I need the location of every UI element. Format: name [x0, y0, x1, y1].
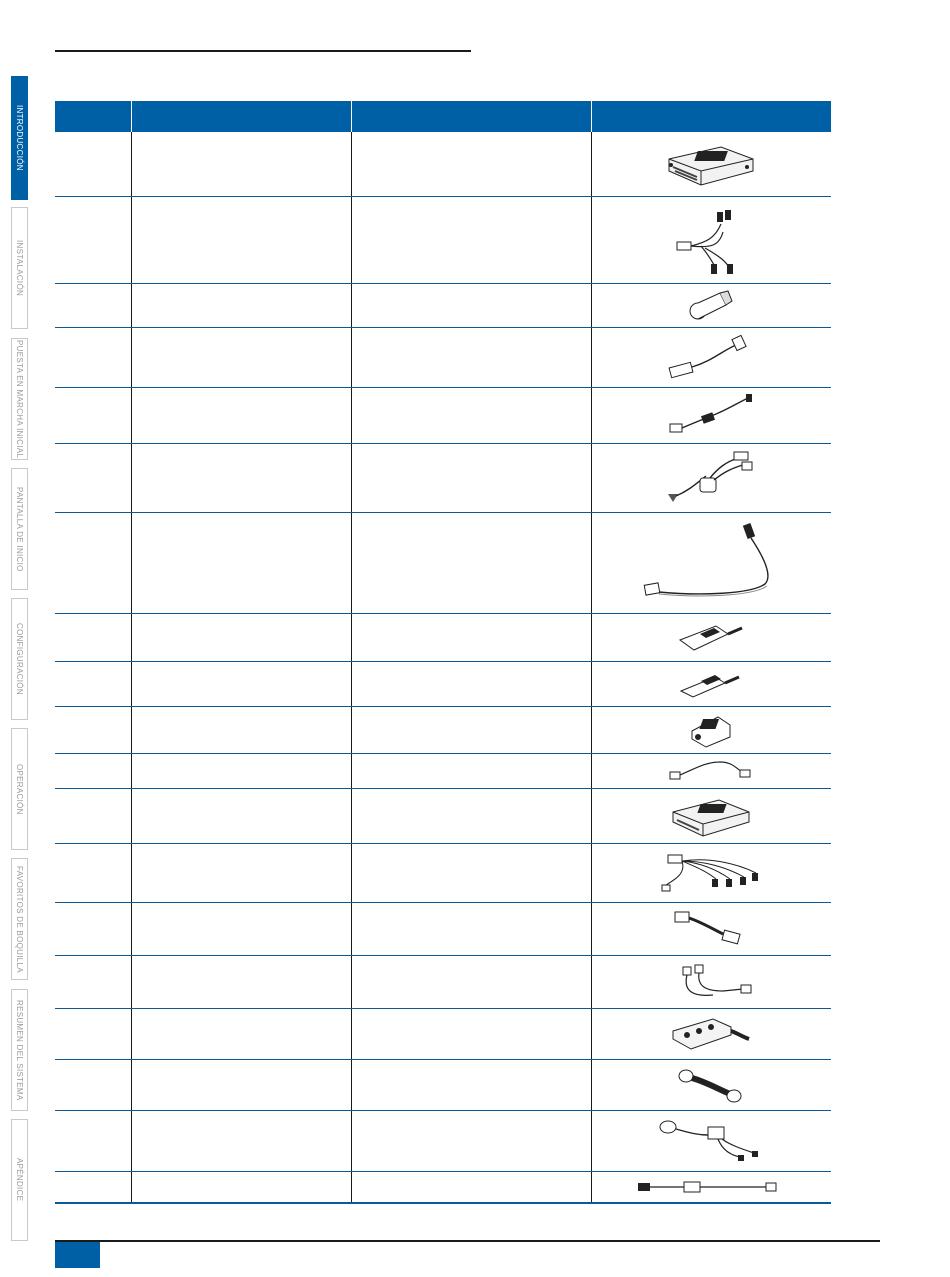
column-header: [55, 101, 131, 132]
sensor-icon: [688, 287, 734, 323]
power-adapter-icon: [656, 1115, 766, 1167]
table-row: [55, 788, 831, 843]
table-cell: [131, 1171, 351, 1203]
table-image-cell: [591, 788, 831, 843]
side-tab-instalacion[interactable]: [11, 207, 28, 329]
page-number-block: [55, 1242, 100, 1268]
table-cell: [55, 613, 131, 661]
table-cell: [131, 327, 351, 387]
table-row: [55, 843, 831, 902]
table-cell: [351, 327, 591, 387]
table-cell: [55, 661, 131, 706]
table-cell: [351, 196, 591, 283]
table-cell: [351, 661, 591, 706]
side-tab-label: OPERACIÓN: [15, 763, 24, 815]
table-cell: [55, 443, 131, 512]
table-image-cell: [591, 283, 831, 327]
table-image-cell: [591, 1171, 831, 1203]
y-cable-icon: [663, 961, 759, 1003]
table-image-cell: [591, 753, 831, 788]
table-cell: [131, 706, 351, 753]
table-cell: [131, 753, 351, 788]
table-image-cell: [591, 512, 831, 613]
column-header: [351, 101, 591, 132]
harness-icon: [671, 202, 751, 278]
table-image-cell: [591, 387, 831, 443]
table-cell: [131, 1110, 351, 1171]
table-cell: [55, 283, 131, 327]
column-header: [591, 101, 831, 132]
table-image-cell: [591, 843, 831, 902]
side-tab-pantalla-de-inicio[interactable]: [11, 468, 28, 590]
side-tab-label: FAVORITOS DE BOQUILLA: [15, 865, 24, 973]
table-cell: [55, 387, 131, 443]
table-cell: [55, 753, 131, 788]
table-row: [55, 1059, 831, 1110]
table-cell: [131, 512, 351, 613]
cable-inline-icon: [666, 392, 756, 438]
table-cell: [55, 196, 131, 283]
multi-harness-icon: [656, 849, 766, 897]
table-cell: [351, 613, 591, 661]
side-tab-label: CONFIGURACIÓN: [15, 623, 24, 695]
table-image-cell: [591, 706, 831, 753]
table-cell: [351, 955, 591, 1008]
table-cell: [55, 955, 131, 1008]
table-cell: [351, 1110, 591, 1171]
table-cell: [131, 843, 351, 902]
table-cell: [351, 788, 591, 843]
table-row: [55, 512, 831, 613]
table-cell: [351, 1059, 591, 1110]
table-cell: [131, 196, 351, 283]
table-row: [55, 706, 831, 753]
table-cell: [131, 613, 351, 661]
connector-plug-icon: [676, 618, 746, 656]
column-header: [131, 101, 351, 132]
power-harness-icon: [666, 448, 756, 508]
table-cell: [351, 512, 591, 613]
table-image-cell: [591, 661, 831, 706]
table-row: [55, 443, 831, 512]
footer-rule: [55, 1240, 880, 1242]
table-cell: [55, 1171, 131, 1203]
cable-icon: [666, 333, 756, 381]
table-image-cell: [591, 955, 831, 1008]
table-cell: [131, 1059, 351, 1110]
side-tab-apendice[interactable]: [11, 1119, 28, 1241]
table-cell: [351, 132, 591, 196]
control-module-icon: [661, 137, 761, 191]
table-image-cell: [591, 132, 831, 196]
table-cell: [351, 843, 591, 902]
side-tab-introduccion[interactable]: [11, 76, 28, 200]
table-cell: [55, 902, 131, 955]
table-row: [55, 196, 831, 283]
table-row: [55, 902, 831, 955]
table-image-cell: [591, 1110, 831, 1171]
table-row: [55, 1110, 831, 1171]
table-cell: [55, 843, 131, 902]
table-row: [55, 327, 831, 387]
table-cell: [351, 387, 591, 443]
side-tab-operacion[interactable]: [11, 728, 28, 850]
table-image-cell: [591, 196, 831, 283]
table-row: [55, 132, 831, 196]
table-image-cell: [591, 902, 831, 955]
table-cell: [55, 512, 131, 613]
connector-block-icon: [688, 711, 734, 749]
table-cell: [351, 753, 591, 788]
table-row: [55, 283, 831, 327]
table-cell: [131, 955, 351, 1008]
extension-cable-icon: [676, 1064, 746, 1106]
long-cable-icon: [641, 520, 781, 606]
table-row: [55, 753, 831, 788]
side-tab-label: RESUMEN DEL SISTEMA: [15, 999, 24, 1101]
table-image-cell: [591, 443, 831, 512]
table-row: [55, 613, 831, 661]
table-cell: [55, 788, 131, 843]
table-row: [55, 1171, 831, 1203]
table-cell: [351, 283, 591, 327]
short-cable-icon: [666, 758, 756, 784]
table-cell: [131, 443, 351, 512]
table-cell: [55, 706, 131, 753]
side-tab-label: INSTALACIÓN: [15, 239, 24, 297]
straight-cable-icon: [636, 1179, 786, 1195]
table-cell: [55, 1008, 131, 1059]
side-tab-resumen-del-sistema[interactable]: [11, 989, 28, 1111]
hub-module-icon: [669, 1013, 753, 1055]
table-cell: [55, 132, 131, 196]
table-row: [55, 387, 831, 443]
table-cell: [131, 788, 351, 843]
table-row: [55, 1008, 831, 1059]
table-cell: [131, 1008, 351, 1059]
table-image-cell: [591, 1059, 831, 1110]
table-image-cell: [591, 1008, 831, 1059]
table-cell: [131, 902, 351, 955]
side-tab-label: PUESTA EN MARCHA INICIAL: [15, 339, 24, 459]
parts-table: [55, 101, 831, 1204]
adapter-cable-icon: [671, 908, 751, 950]
side-tab-label: PANTALLA DE INICIO: [15, 486, 24, 572]
title-underline: [55, 50, 471, 52]
table-cell: [131, 283, 351, 327]
side-tab-puesta-en-marcha[interactable]: [11, 338, 28, 460]
side-tab-favoritos-de-boquilla[interactable]: [11, 858, 28, 980]
table-cell: [55, 1059, 131, 1110]
table-cell: [351, 443, 591, 512]
table-cell: [131, 661, 351, 706]
table-cell: [351, 902, 591, 955]
table-row: [55, 661, 831, 706]
table-cell: [55, 1110, 131, 1171]
table-cell: [131, 387, 351, 443]
table-cell: [55, 327, 131, 387]
table-image-cell: [591, 613, 831, 661]
table-cell: [131, 132, 351, 196]
table-cell: [351, 1171, 591, 1203]
side-tab-label: APÉNDICE: [15, 1158, 24, 1202]
control-module-icon: [667, 792, 755, 840]
side-tab-label: INTRODUCCIÓN: [15, 105, 24, 171]
table-cell: [351, 706, 591, 753]
side-tab-configuracion[interactable]: [11, 598, 28, 720]
connector-plug-icon: [679, 667, 743, 701]
table-cell: [351, 1008, 591, 1059]
table-row: [55, 955, 831, 1008]
table-image-cell: [591, 327, 831, 387]
table-header-row: [55, 101, 831, 132]
